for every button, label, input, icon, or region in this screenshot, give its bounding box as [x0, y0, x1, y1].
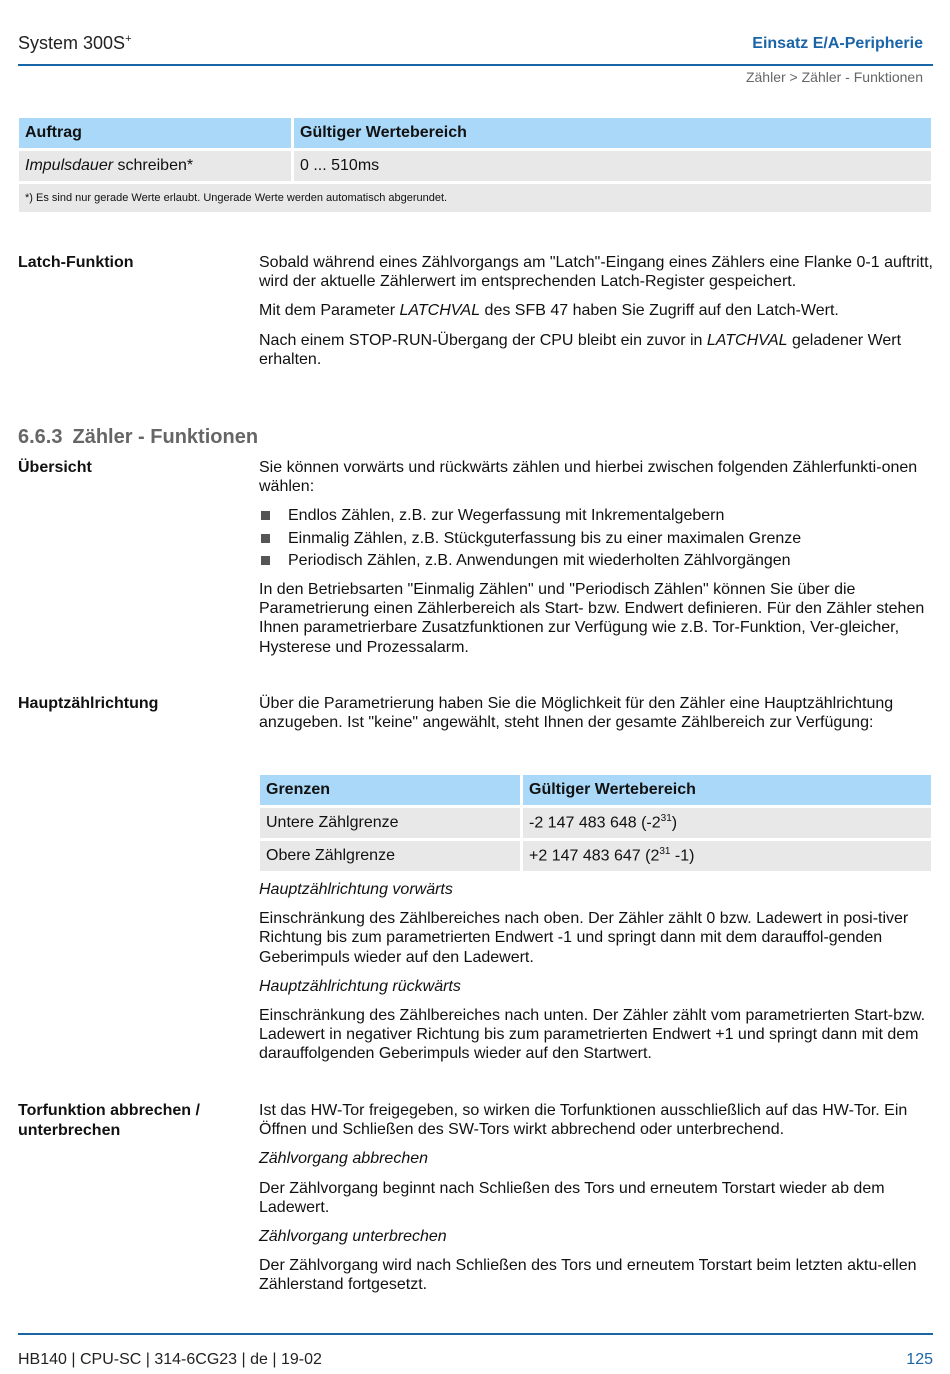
table-footnote: *) Es sind nur gerade Werte erlaubt. Ungerade Werte werden automatisch abgerundet.: [19, 184, 931, 212]
overview-label: Übersicht: [18, 459, 92, 476]
list-item: Endlos Zählen, z.B. zur Wegerfassung mit Inkrementalgebern: [259, 506, 934, 525]
table-cell: Obere Zählgrenze: [260, 841, 520, 871]
chapter-title: Einsatz E/A-Peripherie: [752, 35, 923, 52]
table-cell: 0 ... 510ms: [294, 151, 931, 181]
table-cell: -2 147 483 648 $(-2^{31})$: [523, 808, 931, 838]
table-header: Gültiger Wertebereich: [294, 118, 931, 148]
bullet-square-icon: [261, 534, 270, 543]
header-divider: [18, 64, 933, 66]
table-cell: Untere Zählgrenze: [260, 808, 520, 838]
list-item: Einmalig Zählen, z.B. Stückguterfassung bis zu einer maximalen Grenze: [259, 529, 934, 548]
bullet-square-icon: [261, 511, 270, 520]
footer-divider: [18, 1333, 933, 1335]
main-direction-label: Hauptzählrichtung: [18, 695, 159, 712]
page-number: 125: [906, 1351, 933, 1368]
table-cell: +2 147 483 647 ($2^{31}$ -1): [523, 841, 931, 871]
latch-text: Sobald während eines Zählvorgangs am "Latch"-Eingang eines Zählers eine Flanke 0-1 auftritt, wird der aktuelle Zählerwert im entsprechenden Latch-Register gespeichert. Mit dem Parameter LATCHVAL des SFB 47 haben Sie Zugriff auf den Latch-Wert. Nach einem STOP-RUN-Übergang der CPU bleibt ein zuvor in LATCHVAL geladener Wert erhalten.: [259, 254, 933, 368]
table-header: Gültiger Wertebereich: [523, 775, 931, 805]
function-list: [259, 506, 934, 570]
table-header: Grenzen: [260, 775, 520, 805]
main-direction-intro: Über die Parametrierung haben Sie die Möglichkeit für den Zähler eine Hauptzählrichtung anzugeben. Ist "keine" angewählt, steht Ihnen der gesamte Zählbereich zur Verfügung:: [259, 695, 894, 732]
pulse-duration-table: [16, 115, 934, 215]
main-direction-details: Hauptzählrichtung vorwärts Einschränkung des Zählbereiches nach oben. Der Zähler zählt 0 bzw. Ladewert in posi-tiver Richtung bis zum parametrierten Endwert -1 und springt dann mit dem darauffol-genden Geberimpuls wieder auf den Ladewert. Hauptzählrichtung rückwärts Einschränkung des Zählbereiches nach unten. Der Zähler zählt vom parametrierten Start-bzw. Ladewert in negativer Richtung bis zum parametrierten Endwert +1 und springt dann mit dem darauffolgenden Geberimpuls wieder auf den Startwert.: [259, 881, 926, 1063]
table-cell: Impulsdauer schreiben*: [19, 151, 291, 181]
table-header: Auftrag: [19, 118, 291, 148]
footer-doc-id: HB140 | CPU-SC | 314-6CG23 | de | 19-02: [18, 1351, 322, 1368]
overview-text: Sie können vorwärts und rückwärts zählen und hierbei zwischen folgenden Zählerfunkti-onen wählen: Endlos Zählen, z.B. zur Wegerfassung mit Inkrementalgebern Einmalig Zählen, z.B. Stückguterfassung bis zu einer maximalen Grenze Periodisch Zählen, z.B. Anwendungen mit wiederholten Zählvorgängen In den Betriebsarten "Einmalig Zählen" und "Periodisch Zählen" können Sie über die Parametrierung einen Zählerbereich als Start- bzw. Endwert definieren. Für den Zähler stehen Ihnen parametrierbare Zusatzfunktionen zur Verfügung wie z.B. Tor-Funktion, Ver-gleicher, Hysterese und Prozessalarm.: [259, 458, 934, 667]
gate-label: Torfunktion abbrechen / unterbrechen: [18, 1102, 200, 1139]
list-item: Periodisch Zählen, z.B. Anwendungen mit wiederholten Zählvorgängen: [259, 551, 934, 570]
bullet-square-icon: [261, 556, 270, 565]
latch-label: Latch-Funktion: [18, 254, 134, 271]
breadcrumb: Zähler > Zähler - Funktionen: [745, 69, 923, 85]
section-heading: 6.6.3 Zähler - Funktionen: [18, 426, 259, 448]
limits-table: [257, 772, 934, 874]
gate-text: Ist das HW-Tor freigegeben, so wirken die Torfunktionen ausschließlich auf das HW-Tor. Ein Öffnen und Schließen des SW-Tors wirkt abbrechend oder unterbrechend. Zählvorgang abbrechen Der Zählvorgang beginnt nach Schließen des Tors und erneutem Torstart wieder ab dem Ladewert. Zählvorgang unterbrechen Der Zählvorgang wird nach Schließen des Tors und erneutem Torstart beim letzten aktu-ellen Zählerstand fortgesetzt.: [259, 1102, 917, 1294]
doc-title: System 300S+: [18, 33, 132, 53]
